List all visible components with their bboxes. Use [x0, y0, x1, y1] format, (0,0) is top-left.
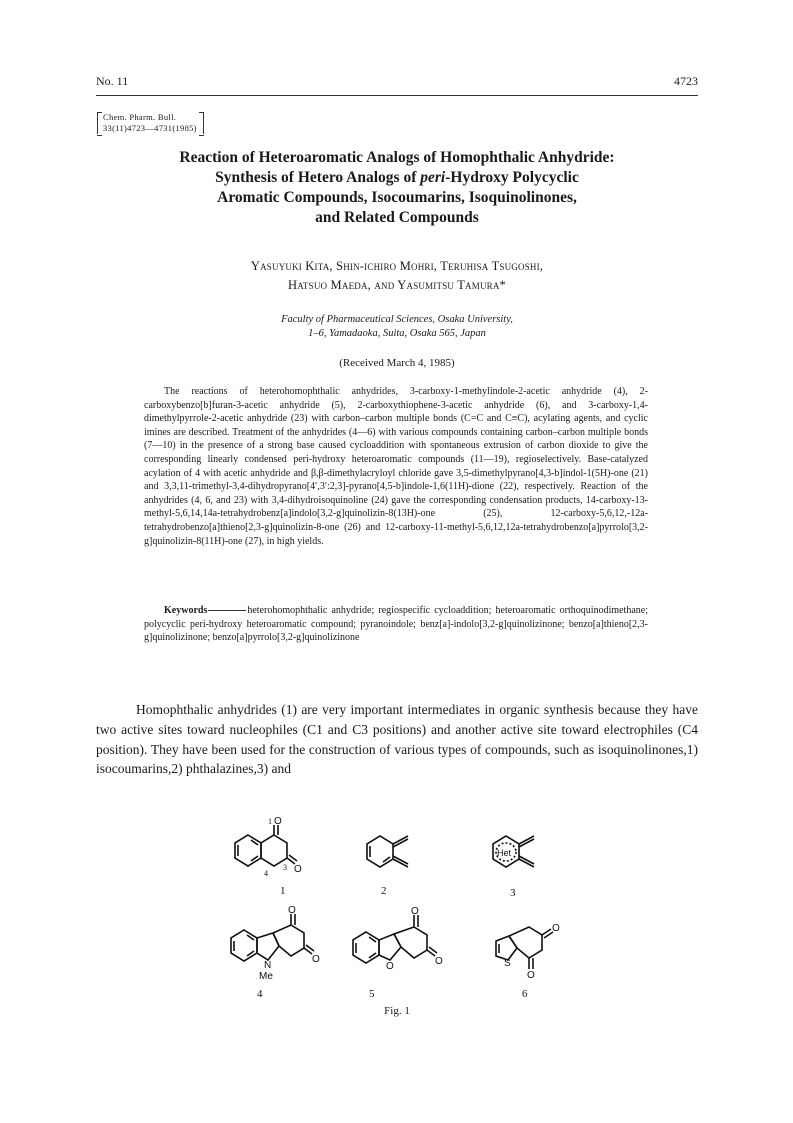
compound-label-5: 5	[369, 988, 375, 1000]
atom-label: O	[411, 906, 419, 917]
keywords-label: Keywords	[164, 605, 208, 616]
keywords-text: heterohomophthalic anhydride; regiospecific cycloaddition; heteroaromatic orthoquinodimethane; polycyclic peri-hydroxy heteroaromatic compound; pyranoindole; benz[a]-indolo[3,2-g]quinolizinone; benzo[a]thieno[2,3-g]quinolizinone; benzo[a]pyrrolo[3,2-g]quinolizinone	[144, 605, 648, 644]
authors-line-2: Hatsuo Maeda, and Yasumitsu Tamura*	[288, 278, 506, 292]
atom-label: Me	[259, 971, 273, 982]
compound-label-3: 3	[510, 887, 516, 899]
affiliation-line-1: Faculty of Pharmaceutical Sciences, Osaka University,	[281, 314, 513, 325]
atom-label: O	[288, 905, 296, 916]
abstract: The reactions of heterohomophthalic anhydrides, 3-carboxy-1-methylindole-2-acetic anhydride (4), 2-carboxybenzo[b]furan-3-acetic anhydride (5), 2-carboxythiophene-3-acetic anhydride (6), and 3-carboxy-1,4-dimethylpyrrole-2-acetic anhydride (23) with carbon–carbon multiple bonds (C=C and C≡C), acylating agents, and cyclic imines are described. Treatment of the anhydrides (4—6) with various compounds containing carbon–carbon multiple bonds (7—10) in the presence of a strong base caused cycloaddition with spontaneous extrusion of carbon dioxide to give the corresponding linearly condensed peri-hydroxy heteroaromatic compounds (11—19), regioselectively. Base-catalyzed acylation of 4 with acetic anhydride and β,β-dimethylacryloyl chloride gave 3,5-dimethylpyrano[4,3-b]indol-1(5H)-one (21) and 3,3,11-trimethyl-3,4-dihydropyrano[4′,3′:2,3]-pyrano[4,5-b]indole-1,6(11H)-dione (22), respectively. Reaction of the anhydrides (4, 6, and 23) with 3,4-dihydroisoquinoline (24) gave the corresponding condensation products, 14-carboxy-13-methyl-5,6,14,14a-tetrahydrobenz[a]indolo[3,2-g]quinolizin-8(13H)-one (25), 12-carboxy-5,6,12,-12a-tetrahydrobenzo[a]thieno[2,3-g]quinolizin-8-one (26) and 12-carboxy-11-methyl-5,6,12,12a-tetrahydrobenzo[a]pyrrolo[3,2-g]quinolizin-8(11H)-one (27), in high yields.	[144, 386, 648, 547]
affiliation-line-2: 1–6, Yamadaoka, Suita, Osaka 565, Japan	[308, 328, 486, 339]
citation-block	[97, 112, 204, 134]
keywords	[144, 604, 648, 645]
atom-label: O	[386, 961, 394, 972]
title-line-2: Synthesis of Hetero Analogs of peri-Hydroxy Polycyclic	[215, 169, 579, 186]
atom-label: 1	[268, 817, 272, 826]
header-rule	[96, 95, 698, 96]
compound-label-1: 1	[280, 885, 286, 897]
atom-label: S	[504, 958, 511, 969]
structure-2	[367, 836, 408, 867]
title-line-1: Reaction of Heteroaromatic Analogs of Homophthalic Anhydride:	[179, 149, 615, 166]
compound-label-2: 2	[381, 885, 387, 897]
structure-5	[353, 915, 437, 963]
keywords-dash	[208, 610, 246, 611]
structure-1	[235, 825, 297, 866]
atom-label: Het	[497, 848, 512, 858]
atom-label: N	[264, 960, 272, 971]
atom-label: O	[435, 956, 443, 967]
compound-label-4: 4	[257, 988, 263, 1000]
compound-label-6: 6	[522, 988, 528, 1000]
citation-journal: Chem. Pharm. Bull.	[103, 112, 177, 122]
atom-label: 3	[283, 863, 287, 872]
page-number: 4723	[674, 74, 698, 88]
citation-ref: 33(11)4723—4731(1985)	[103, 123, 197, 133]
structure-4	[231, 914, 314, 961]
page-issue: No. 11	[96, 74, 129, 88]
atom-label: O	[312, 954, 320, 965]
atom-label: O	[294, 864, 302, 875]
authors-line-1: Yasuyuki Kita, Shin-ichiro Mohri, Teruhisa Tsugoshi,	[250, 259, 544, 273]
received-date: (Received March 4, 1985)	[339, 357, 455, 369]
title-line-4: and Related Compounds	[315, 209, 479, 226]
atom-label: O	[527, 970, 535, 981]
atom-label: O	[552, 923, 560, 934]
affiliation	[96, 313, 698, 341]
body-paragraph: Homophthalic anhydrides (1) are very important intermediates in organic synthesis because they have two active sites toward nucleophiles (C1 and C3 positions) and another active site toward electrophiles (C4 position). They have been used for the construction of various types of compounds, such as isoquinolinones,1) isocoumarins,2) phthalazines,3) and	[96, 702, 698, 777]
atom-label: 4	[264, 869, 268, 878]
atom-label: O	[274, 816, 282, 827]
paper-title	[96, 148, 698, 228]
figure-caption: Fig. 1	[384, 1005, 410, 1017]
title-line-3: Aromatic Compounds, Isocoumarins, Isoquinolinones,	[217, 189, 577, 206]
authors	[96, 257, 698, 295]
